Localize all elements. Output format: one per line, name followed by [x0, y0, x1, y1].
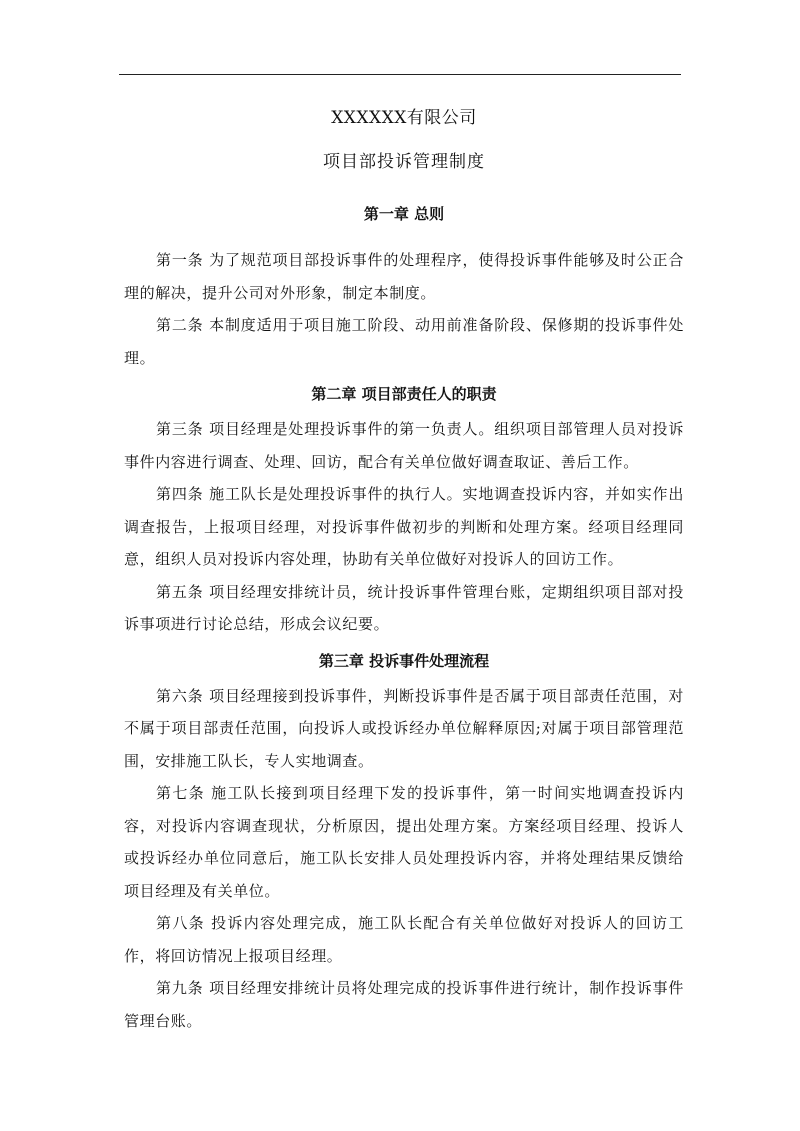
chapter-3 [124, 647, 684, 1038]
article-9: 第九条 项目经理安排统计员将处理完成的投诉事件进行统计，制作投诉事件管理台账。 [124, 979, 684, 1030]
article-2: 第二条 本制度适用于项目施工阶段、动用前准备阶段、保修期的投诉事件处理。 [124, 316, 684, 367]
header-rule [119, 74, 681, 75]
article-4: 第四条 施工队长是处理投诉事件的执行人。实地调查投诉内容，并如实作出调查报告，上报项目经理，对投诉事件做初步的判断和处理方案。经项目经理同意，组织人员对投诉内容处理，协助有关单位做好对投诉人的回访工作。 [124, 485, 684, 568]
document-body [124, 104, 684, 1037]
document-title: 项目部投诉管理制度 [323, 152, 485, 172]
article-6: 第六条 项目经理接到投诉事件，判断投诉事件是否属于项目部责任范围，对不属于项目部责任范围，向投诉人或投诉经办单位解释原因;对属于项目部管理范围，安排施工队长，专人实地调查。 [124, 686, 684, 770]
article-3: 第三条 项目经理是处理投诉事件的第一负责人。组织项目部管理人员对投诉事件内容进行调查、处理、回访，配合有关单位做好调查取证、善后工作。 [124, 420, 684, 471]
article-8: 第八条 投诉内容处理完成，施工队长配合有关单位做好对投诉人的回访工作，将回访情况上报项目经理。 [124, 914, 684, 965]
chapter-heading: 第二章 项目部责任人的职责 [311, 385, 497, 403]
chapter-heading: 第三章 投诉事件处理流程 [318, 651, 490, 670]
article-1: 第一条 为了规范项目部投诉事件的处理程序，使得投诉事件能够及时公正合理的解决，提升公司对外形象，制定本制度。 [124, 251, 684, 302]
article-5: 第五条 项目经理安排统计员，统计投诉事件管理台账，定期组织项目部对投诉事项进行讨论总结，形成会议纪要。 [124, 582, 684, 633]
chapter-heading: 第一章 总则 [363, 205, 445, 223]
chapter-2 [124, 380, 684, 641]
company-name: XXXXXX有限公司 [331, 108, 477, 128]
article-7: 第七条 施工队长接到项目经理下发的投诉事件，第一时间实地调查投诉内容，对投诉内容调查现状，分析原因，提出处理方案。方案经项目经理、投诉人或投诉经办单位同意后，施工队长安排人员处理投诉内容，并将处理结果反馈给项目经理及有关单位。 [124, 784, 684, 900]
chapter-1 [124, 200, 684, 374]
